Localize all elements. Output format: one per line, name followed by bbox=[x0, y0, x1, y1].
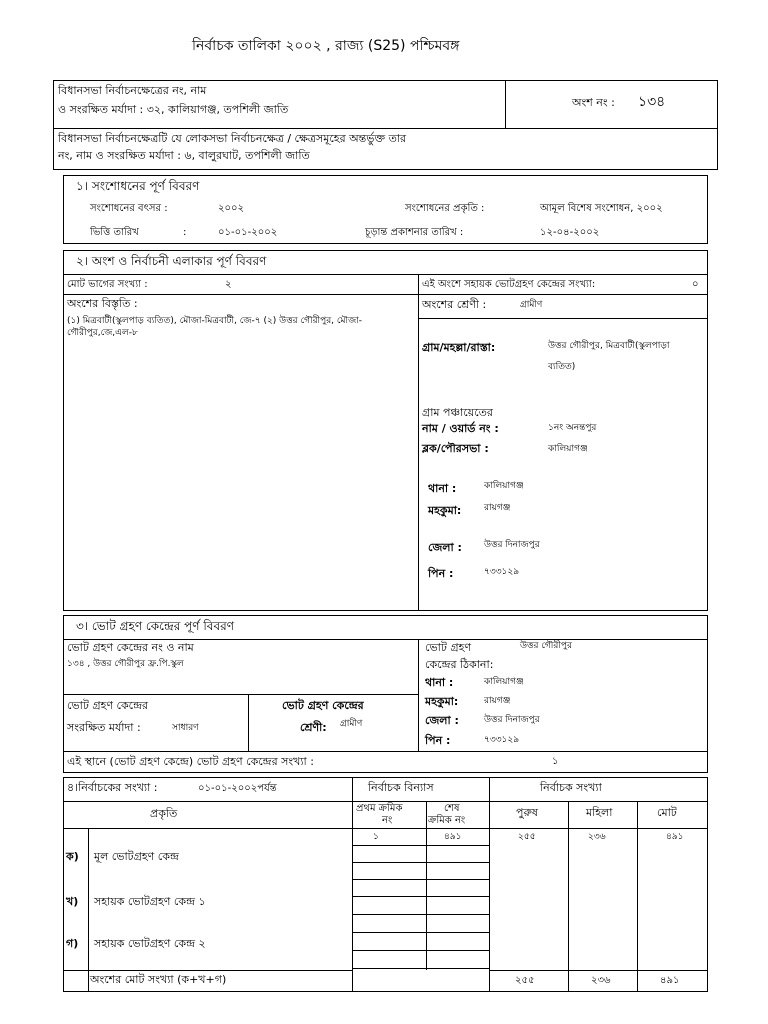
section4-heading: ৪।নির্বাচকের সংখ্যা : bbox=[67, 781, 158, 794]
reserved-label-2: সংরক্ষিত মর্যাদা : bbox=[67, 721, 141, 734]
divider bbox=[63, 694, 418, 695]
row-female: ২৩৬ bbox=[588, 832, 606, 842]
row-key: গ) bbox=[66, 937, 79, 950]
ps-category-label-1: ভোট গ্রহণ কেন্দ্রের bbox=[282, 699, 364, 712]
ps-subdivision-label: মহকুমা: bbox=[425, 695, 459, 708]
total-row-label: অংশের মোট সংখ্যা (ক+খ+গ) bbox=[90, 973, 227, 986]
section2-heading: ২। অংশ ও নির্বাচনী এলাকার পূর্ণ বিবরণ bbox=[76, 254, 267, 268]
divider bbox=[352, 968, 489, 969]
divider bbox=[352, 932, 489, 933]
divider bbox=[63, 294, 708, 295]
divider bbox=[248, 694, 249, 751]
village-label: গ্রাম/মহল্লা/রাস্তা: bbox=[422, 341, 496, 354]
divider bbox=[426, 801, 427, 970]
part-value: ১৩৪ bbox=[638, 94, 666, 110]
col-last-serial-2: ক্রমিক নং bbox=[428, 815, 466, 826]
base-date-label: ভিত্তি তারিখ bbox=[90, 227, 139, 238]
ac-label: বিধানসভা নির্বাচনক্ষেত্রের নং, নাম bbox=[58, 84, 207, 97]
row-key: খ) bbox=[66, 895, 79, 908]
ps-address-value: উত্তর গৌরীপুর bbox=[520, 641, 572, 651]
row-first: ১ bbox=[373, 832, 379, 842]
thana-value: কালিয়াগঞ্জ bbox=[484, 481, 524, 491]
gp-label-1: গ্রাম পঞ্চায়েতের bbox=[422, 406, 493, 419]
block-label: ব্লক/পৌরসভা : bbox=[422, 442, 489, 455]
divider bbox=[352, 862, 489, 863]
divider bbox=[63, 639, 708, 640]
subdivision-value: রায়গঞ্জ bbox=[484, 503, 511, 513]
divider bbox=[418, 318, 708, 319]
divider bbox=[63, 274, 708, 275]
divider bbox=[88, 828, 89, 992]
pin-label: পিন : bbox=[428, 567, 454, 580]
final-date-label: চূড়ান্ত প্রকাশনার তারিখ : bbox=[365, 227, 464, 238]
section3-heading: ৩। ভোট গ্রহণ কেন্দ্রের পূর্ণ বিবরণ bbox=[76, 619, 234, 633]
extent-text: (১) মিত্রবাটী(স্কুলপাড় ব্যতিত), মৌজা-মিত্রবাটী, জে-৭ (২) উত্তর গৌরীপুর, মৌজা-গৌরীপুর,জে,এল-৮ bbox=[67, 316, 363, 339]
revision-year-label: সংশোধনের বৎসর : bbox=[90, 203, 168, 214]
extent-label: অংশের বিস্তৃতি : bbox=[67, 297, 138, 310]
divider bbox=[352, 914, 489, 915]
category-label: অংশের শ্রেণী : bbox=[422, 298, 487, 311]
ps-subdivision-value: রায়গঞ্জ bbox=[484, 696, 511, 706]
row-last: ৪৯১ bbox=[444, 832, 462, 842]
col-male: পুরুষ bbox=[516, 806, 538, 819]
gp-value: ১নং অনন্তপুর bbox=[548, 423, 597, 433]
col-first-serial-2: নং bbox=[382, 815, 393, 826]
base-date-value: ০১-০১-২০০২ bbox=[218, 227, 278, 238]
thana-label: থানা : bbox=[428, 482, 457, 495]
ps-category-value: গ্রামীণ bbox=[340, 719, 363, 729]
reserved-label-1: ভোট গ্রহণ কেন্দ্রের bbox=[67, 699, 149, 712]
divider bbox=[63, 801, 708, 802]
col-last-serial-1: শেষ bbox=[444, 803, 460, 814]
total-male: ২৫৫ bbox=[515, 975, 535, 986]
electors-layout-label: নির্বাচক বিন্যাস bbox=[368, 781, 434, 794]
ps-count-value: ১ bbox=[552, 756, 559, 767]
row-label: সহায়ক ভোটগ্রহণ কেন্দ্র ১ bbox=[94, 895, 206, 908]
section2-box bbox=[63, 250, 708, 611]
divider bbox=[489, 970, 708, 971]
revision-type-value: আমূল বিশেষ সংশোধন, ২০০২ bbox=[540, 203, 663, 214]
ac-value: ও সংরক্ষিত মর্যাদা : ৩২, কালিয়াগঞ্জ, তপশিলী জাতি bbox=[58, 103, 289, 116]
ps-name-label: ভোট গ্রহণ কেন্দ্রের নং ও নাম bbox=[67, 641, 194, 654]
row-male: ২৫৫ bbox=[518, 832, 536, 842]
revision-year-value: ২০০২ bbox=[218, 203, 245, 214]
ps-address-label-2: কেন্দ্রের ঠিকানা: bbox=[425, 658, 494, 671]
col-total: মোট bbox=[657, 806, 677, 819]
divider bbox=[53, 128, 718, 129]
aux-count-value: ০ bbox=[692, 279, 699, 290]
divider bbox=[352, 950, 489, 951]
total-parts-value: ২ bbox=[225, 279, 232, 290]
total-total: ৪৯১ bbox=[660, 975, 680, 986]
divider bbox=[418, 639, 419, 751]
pc-label: বিধানসভা নির্বাচনক্ষেত্রটি যে লোকসভা নির্বাচনক্ষেত্র / ক্ষেত্রসমূহের অন্তর্ভুক্ত তার bbox=[58, 132, 407, 145]
divider bbox=[63, 828, 708, 829]
divider bbox=[489, 777, 490, 992]
ps-name-value: ১৩৪ , উত্তর গৌরীপুর ফ্র.পি.স্কুল bbox=[67, 659, 184, 669]
pin-value: ৭৩৩১২৯ bbox=[484, 567, 520, 577]
ps-pin-label: পিন : bbox=[425, 734, 451, 747]
category-value: গ্রামীণ bbox=[520, 300, 543, 310]
total-female: ২৩৬ bbox=[591, 975, 611, 986]
page-title: নির্বাচক তালিকা ২০০২ , রাজ্য (S25) পশ্চিমবঙ্গ bbox=[192, 38, 460, 54]
final-date-value: ১২-০৪-২০০২ bbox=[540, 227, 600, 238]
ps-category-label-2: শ্রেণী: bbox=[300, 721, 327, 734]
gp-label-2: নাম / ওয়ার্ড নং : bbox=[422, 422, 499, 435]
divider bbox=[505, 80, 506, 128]
col-first-serial-1: প্রথম ক্রমিক bbox=[356, 803, 403, 814]
divider bbox=[63, 970, 352, 971]
subdivision-label: মহকুমা: bbox=[428, 504, 462, 517]
divider bbox=[352, 879, 489, 880]
electors-count-label: নির্বাচক সংখ্যা bbox=[540, 781, 602, 794]
row-label: মূল ভোটগ্রহণ কেন্দ্র bbox=[94, 850, 179, 863]
village-value-1: উত্তর গৌরীপুর, মিত্রবাটী(স্কুলপাড়া bbox=[548, 341, 670, 351]
total-parts-label: মোট ভাগের সংখ্যা : bbox=[67, 279, 148, 290]
ps-count-label: এই স্থানে (ভোট গ্রহণ কেন্দ্রে) ভোট গ্রহণ কেন্দ্রের সংখ্যা : bbox=[67, 755, 314, 768]
ps-district-label: জেলা : bbox=[425, 714, 459, 727]
district-value: উত্তর দিনাজপুর bbox=[484, 540, 540, 550]
col-female: মহিলা bbox=[586, 806, 613, 819]
section4-date: ০১-০১-২০০২পর্যন্ত bbox=[198, 783, 277, 794]
aux-count-label: এই অংশে সহায়ক ভোটগ্রহণ কেন্দ্রের সংখ্যা: bbox=[422, 279, 596, 290]
divider bbox=[352, 896, 489, 897]
divider bbox=[352, 777, 353, 992]
ps-thana-label: থানা : bbox=[425, 676, 454, 689]
revision-type-label: সংশোধনের প্রকৃতি : bbox=[405, 203, 485, 214]
divider bbox=[418, 274, 419, 611]
ps-thana-value: কালিয়াগঞ্জ bbox=[484, 677, 524, 687]
part-label: অংশ নং : bbox=[572, 96, 615, 109]
block-value: কালিয়াগঞ্জ bbox=[548, 444, 588, 454]
ps-district-value: উত্তর দিনাজপুর bbox=[484, 715, 540, 725]
row-label: সহায়ক ভোটগ্রহণ কেন্দ্র ২ bbox=[94, 937, 206, 950]
reserved-value: সাধারণ bbox=[172, 723, 199, 733]
col-nature: প্রকৃতি bbox=[150, 807, 178, 820]
row-key: ক) bbox=[66, 850, 79, 863]
divider bbox=[63, 751, 708, 752]
divider bbox=[352, 845, 489, 846]
divider bbox=[637, 801, 638, 992]
section1-heading: ১। সংশোধনের পূর্ণ বিবরণ bbox=[76, 179, 200, 193]
village-value-2: ব্যতিত) bbox=[548, 362, 576, 372]
divider bbox=[568, 801, 569, 992]
pc-value: নং, নাম ও সংরক্ষিত মর্যাদা : ৬, বালুরঘাট, তপশিলী জাতি bbox=[58, 149, 310, 162]
row-total: ৪৯১ bbox=[666, 832, 684, 842]
district-label: জেলা : bbox=[428, 541, 462, 554]
ps-pin-value: ৭৩৩১২৯ bbox=[484, 735, 520, 745]
ps-address-label-1: ভোট গ্রহণ bbox=[425, 641, 472, 654]
base-date-colon: : bbox=[183, 227, 187, 238]
